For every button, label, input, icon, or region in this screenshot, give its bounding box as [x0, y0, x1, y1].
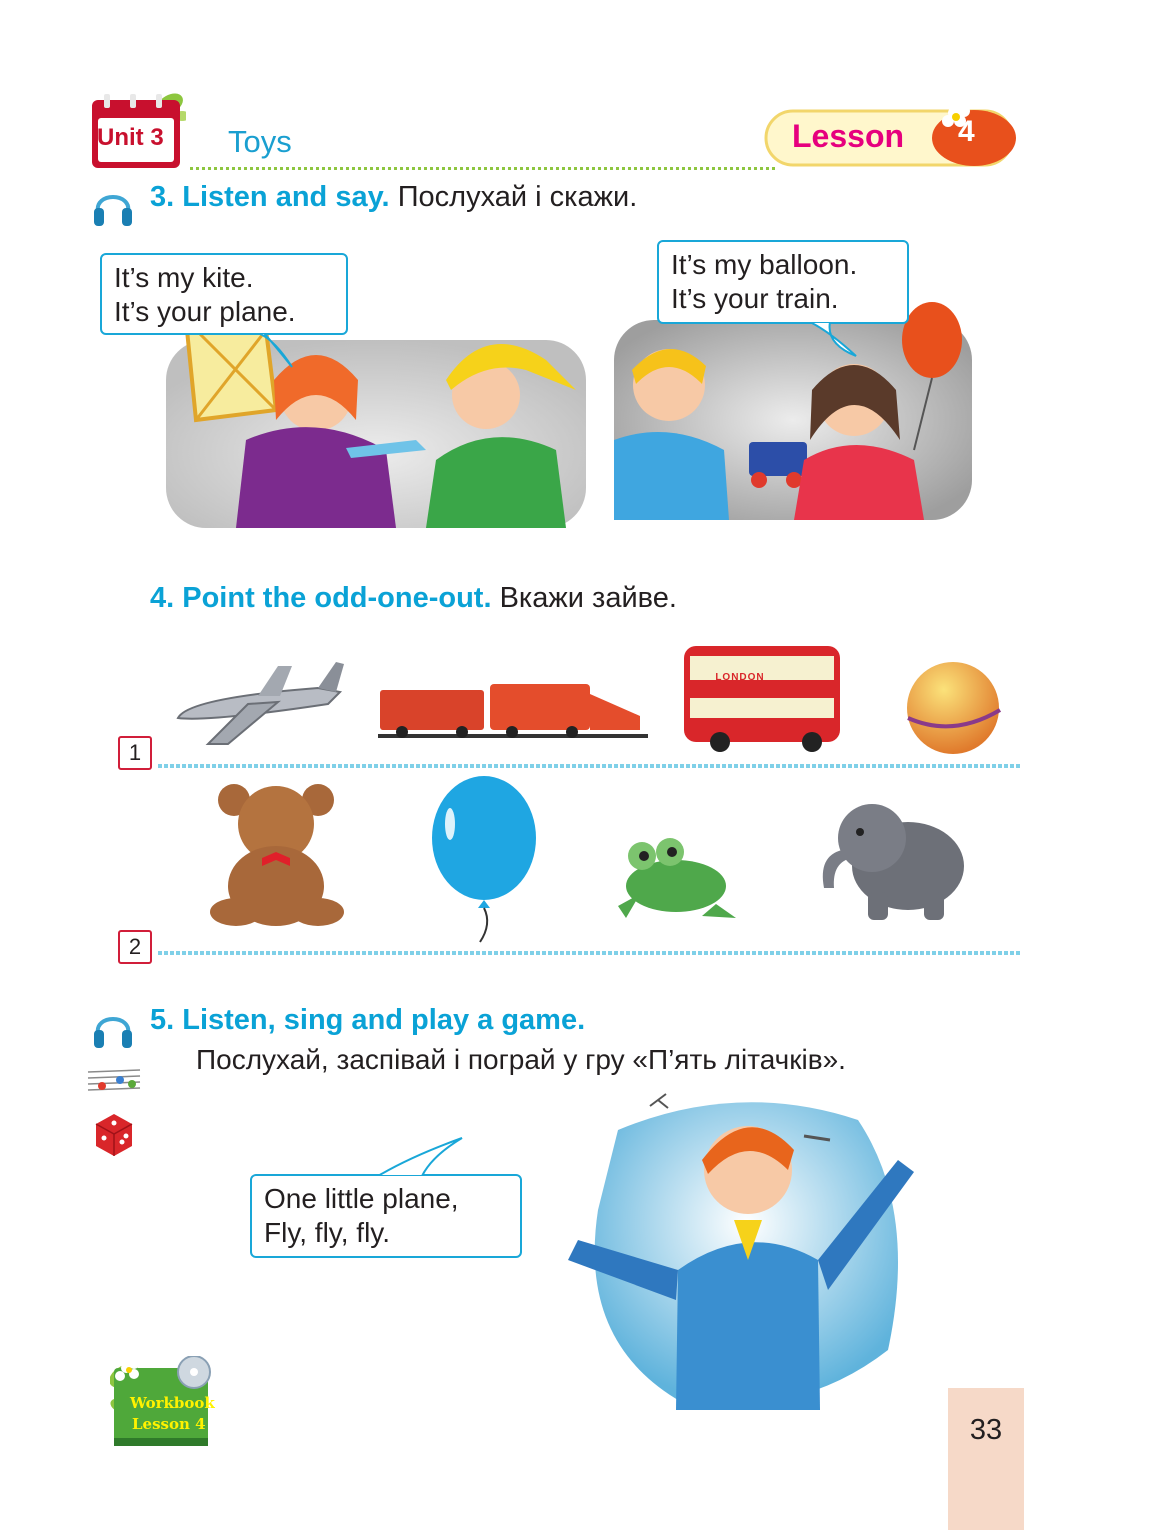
- boy-flying-illustration: [558, 1090, 926, 1410]
- exercise-5-number: 5.: [150, 1004, 175, 1036]
- bubble-right-tail: [800, 322, 860, 362]
- row-2-divider: [158, 949, 1020, 957]
- row-1-divider: [158, 762, 1020, 770]
- unit-label: Unit 3: [97, 124, 164, 151]
- bus-sign: LONDON: [715, 672, 765, 683]
- workbook-label: Workbook: [130, 1394, 215, 1412]
- speech-bubble-left: [100, 253, 348, 335]
- exercise-5-subtitle: Послухай, заспівай і пограй у гру «П’ять літачків».: [196, 1044, 846, 1075]
- teddy-bear-image[interactable]: [206, 782, 352, 928]
- bubble-left-line2: It’s your plane.: [114, 296, 296, 327]
- exercise-3-title-en: Listen and say.: [182, 181, 390, 213]
- exercise-4-number: 4.: [150, 582, 175, 614]
- lesson-label: Lesson: [792, 118, 905, 154]
- train-image[interactable]: [378, 676, 648, 742]
- ball-image[interactable]: [900, 660, 1006, 756]
- exercise-3-number: 3.: [150, 181, 175, 213]
- elephant-image[interactable]: [812, 796, 968, 924]
- row-2-number: 2: [118, 930, 152, 964]
- bubble-left-tail: [256, 333, 296, 369]
- kids-balloon-train-illustration: [614, 300, 972, 520]
- headphones-icon: [90, 1004, 136, 1052]
- header-divider: [190, 167, 775, 170]
- page-number: 33: [969, 1414, 1003, 1446]
- music-notes-icon: [86, 1062, 142, 1098]
- balloon-image[interactable]: [430, 774, 538, 944]
- plane-image[interactable]: [168, 658, 348, 748]
- workbook-lesson-label: Lesson 4: [132, 1415, 206, 1433]
- song-bubble-tail: [372, 1136, 468, 1176]
- exercise-4-title-uk: Вкажи зайве.: [499, 582, 677, 614]
- bubble-right-line2: It’s your train.: [671, 283, 839, 314]
- exercise-5-title-en: Listen, sing and play a game.: [182, 1004, 586, 1036]
- row-1-number: 1: [118, 736, 152, 770]
- exercise-4-title-en: Point the odd-one-out.: [182, 582, 492, 614]
- song-bubble-line2: Fly, fly, fly.: [264, 1217, 390, 1248]
- exercise-3-title: [150, 181, 637, 214]
- speech-bubble-song: [250, 1174, 522, 1258]
- page-number-tab: [948, 1388, 1024, 1530]
- bubble-right-line1: It’s my balloon.: [671, 249, 858, 280]
- exercise-4-title: [150, 582, 677, 615]
- lesson-number: 4: [958, 115, 975, 148]
- song-bubble-line1: One little plane,: [264, 1183, 459, 1214]
- speech-bubble-right: [657, 240, 909, 324]
- frog-image[interactable]: [606, 836, 740, 920]
- bus-body: [680, 642, 844, 752]
- exercise-5-title: [150, 1004, 585, 1037]
- headphones-icon: [90, 182, 136, 230]
- dice-icon: [92, 1110, 136, 1158]
- bus-image[interactable]: [680, 642, 844, 752]
- unit-title: Toys: [228, 124, 292, 159]
- bubble-left-line1: It’s my kite.: [114, 262, 254, 293]
- exercise-3-title-uk: Послухай і скажи.: [397, 181, 638, 213]
